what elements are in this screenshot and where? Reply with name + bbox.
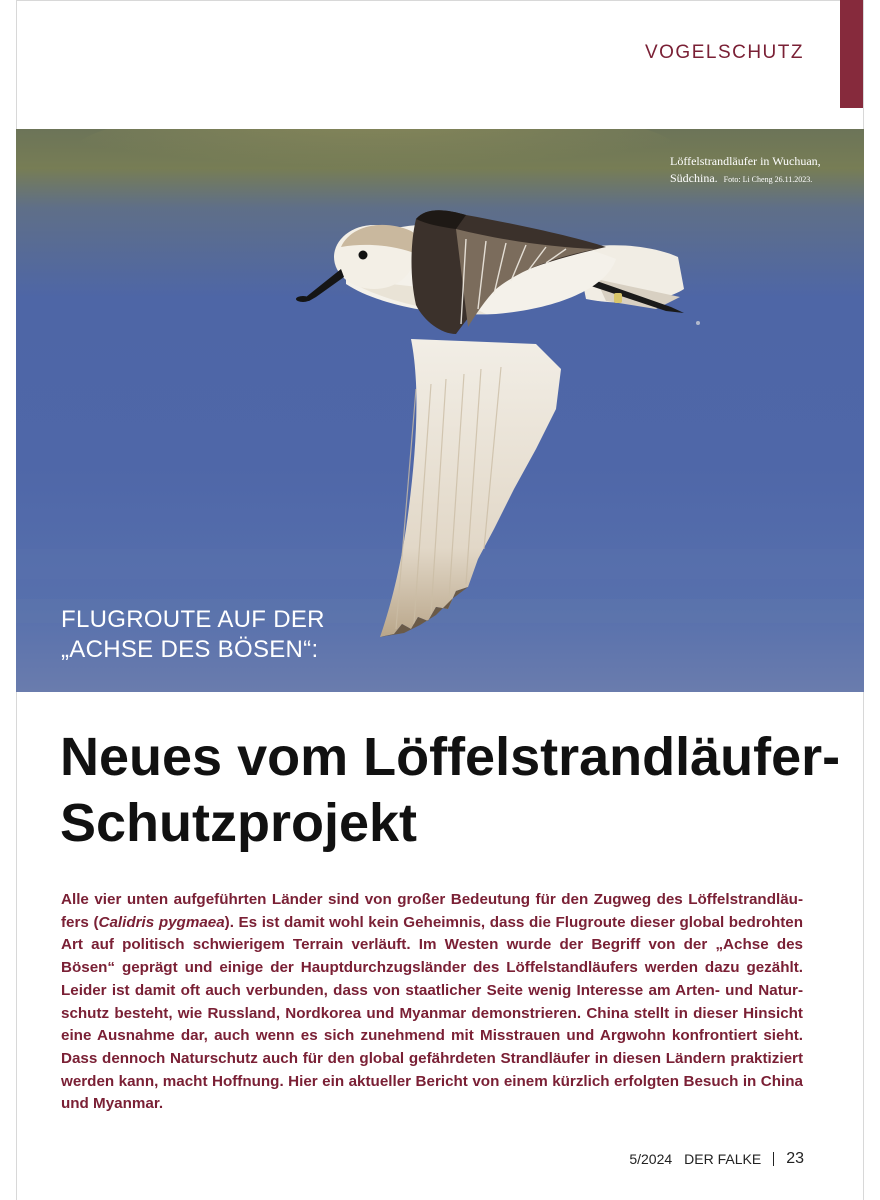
page-number: 23: [786, 1150, 804, 1167]
footer-divider: [773, 1152, 774, 1166]
article-title-line-1: Neues vom Löffelstrandläufer-: [60, 727, 841, 787]
kicker-line-2: „ACHSE DES BÖSEN“:: [61, 636, 319, 663]
photo-caption: [670, 153, 850, 188]
caption-text: Löffelstrandläufer in Wuchuan, Südchina.: [670, 154, 821, 185]
page-footer: [629, 1150, 804, 1168]
magazine-name: DER FALKE: [684, 1151, 762, 1167]
photo-credit: Foto: Li Cheng 26.11.2023.: [723, 175, 813, 184]
issue-number: 5/2024: [629, 1151, 673, 1167]
lead-text-1: Alle vier unten aufgeführten Länder sind von großer Bedeutung für den Zugweg des Löffelstrandläufers (: [61, 891, 803, 931]
article-title: [60, 724, 840, 856]
lead-paragraph: [61, 889, 803, 1116]
species-name: Calidris pygmaea: [98, 913, 225, 931]
lead-text-2: ). Es ist damit wohl kein Geheimnis, dass die Flugroute dieser global bedrohten Art auf politisch schwierigem Terrain verläuft. Im Westen wurde der Begriff von der „Achse des Bösen“ geprägt und einige der Hauptdurchzugsländer des Löffelstandläufers werden dazu gezählt. Leider ist damit oft auch verbunden, dass von staatlicher Seite wenig Interesse am Arten- und Naturschutz besteht, wie Russland, Nordkorea und Myanmar demonstrieren. China stellt in dieser Hinsicht eine Ausnahme dar, auch wenn es sich zunehmend mit Misstrauen und Argwohn konfrontiert sieht. Dass dennoch Naturschutz auch für den global gefährdeten Strandläufer in diesen Ländern praktiziert werden kann, macht Hoffnung. Hier ein aktueller Bericht von einem kürzlich erfolgten Besuch in China und Myanmar.: [61, 913, 803, 1113]
kicker: [61, 605, 325, 665]
section-color-tab: [840, 0, 863, 108]
section-label: VOGELSCHUTZ: [644, 42, 804, 63]
kicker-line-1: FLUGROUTE AUF DER: [61, 606, 325, 633]
article-title-line-2: Schutzprojekt: [60, 793, 418, 853]
